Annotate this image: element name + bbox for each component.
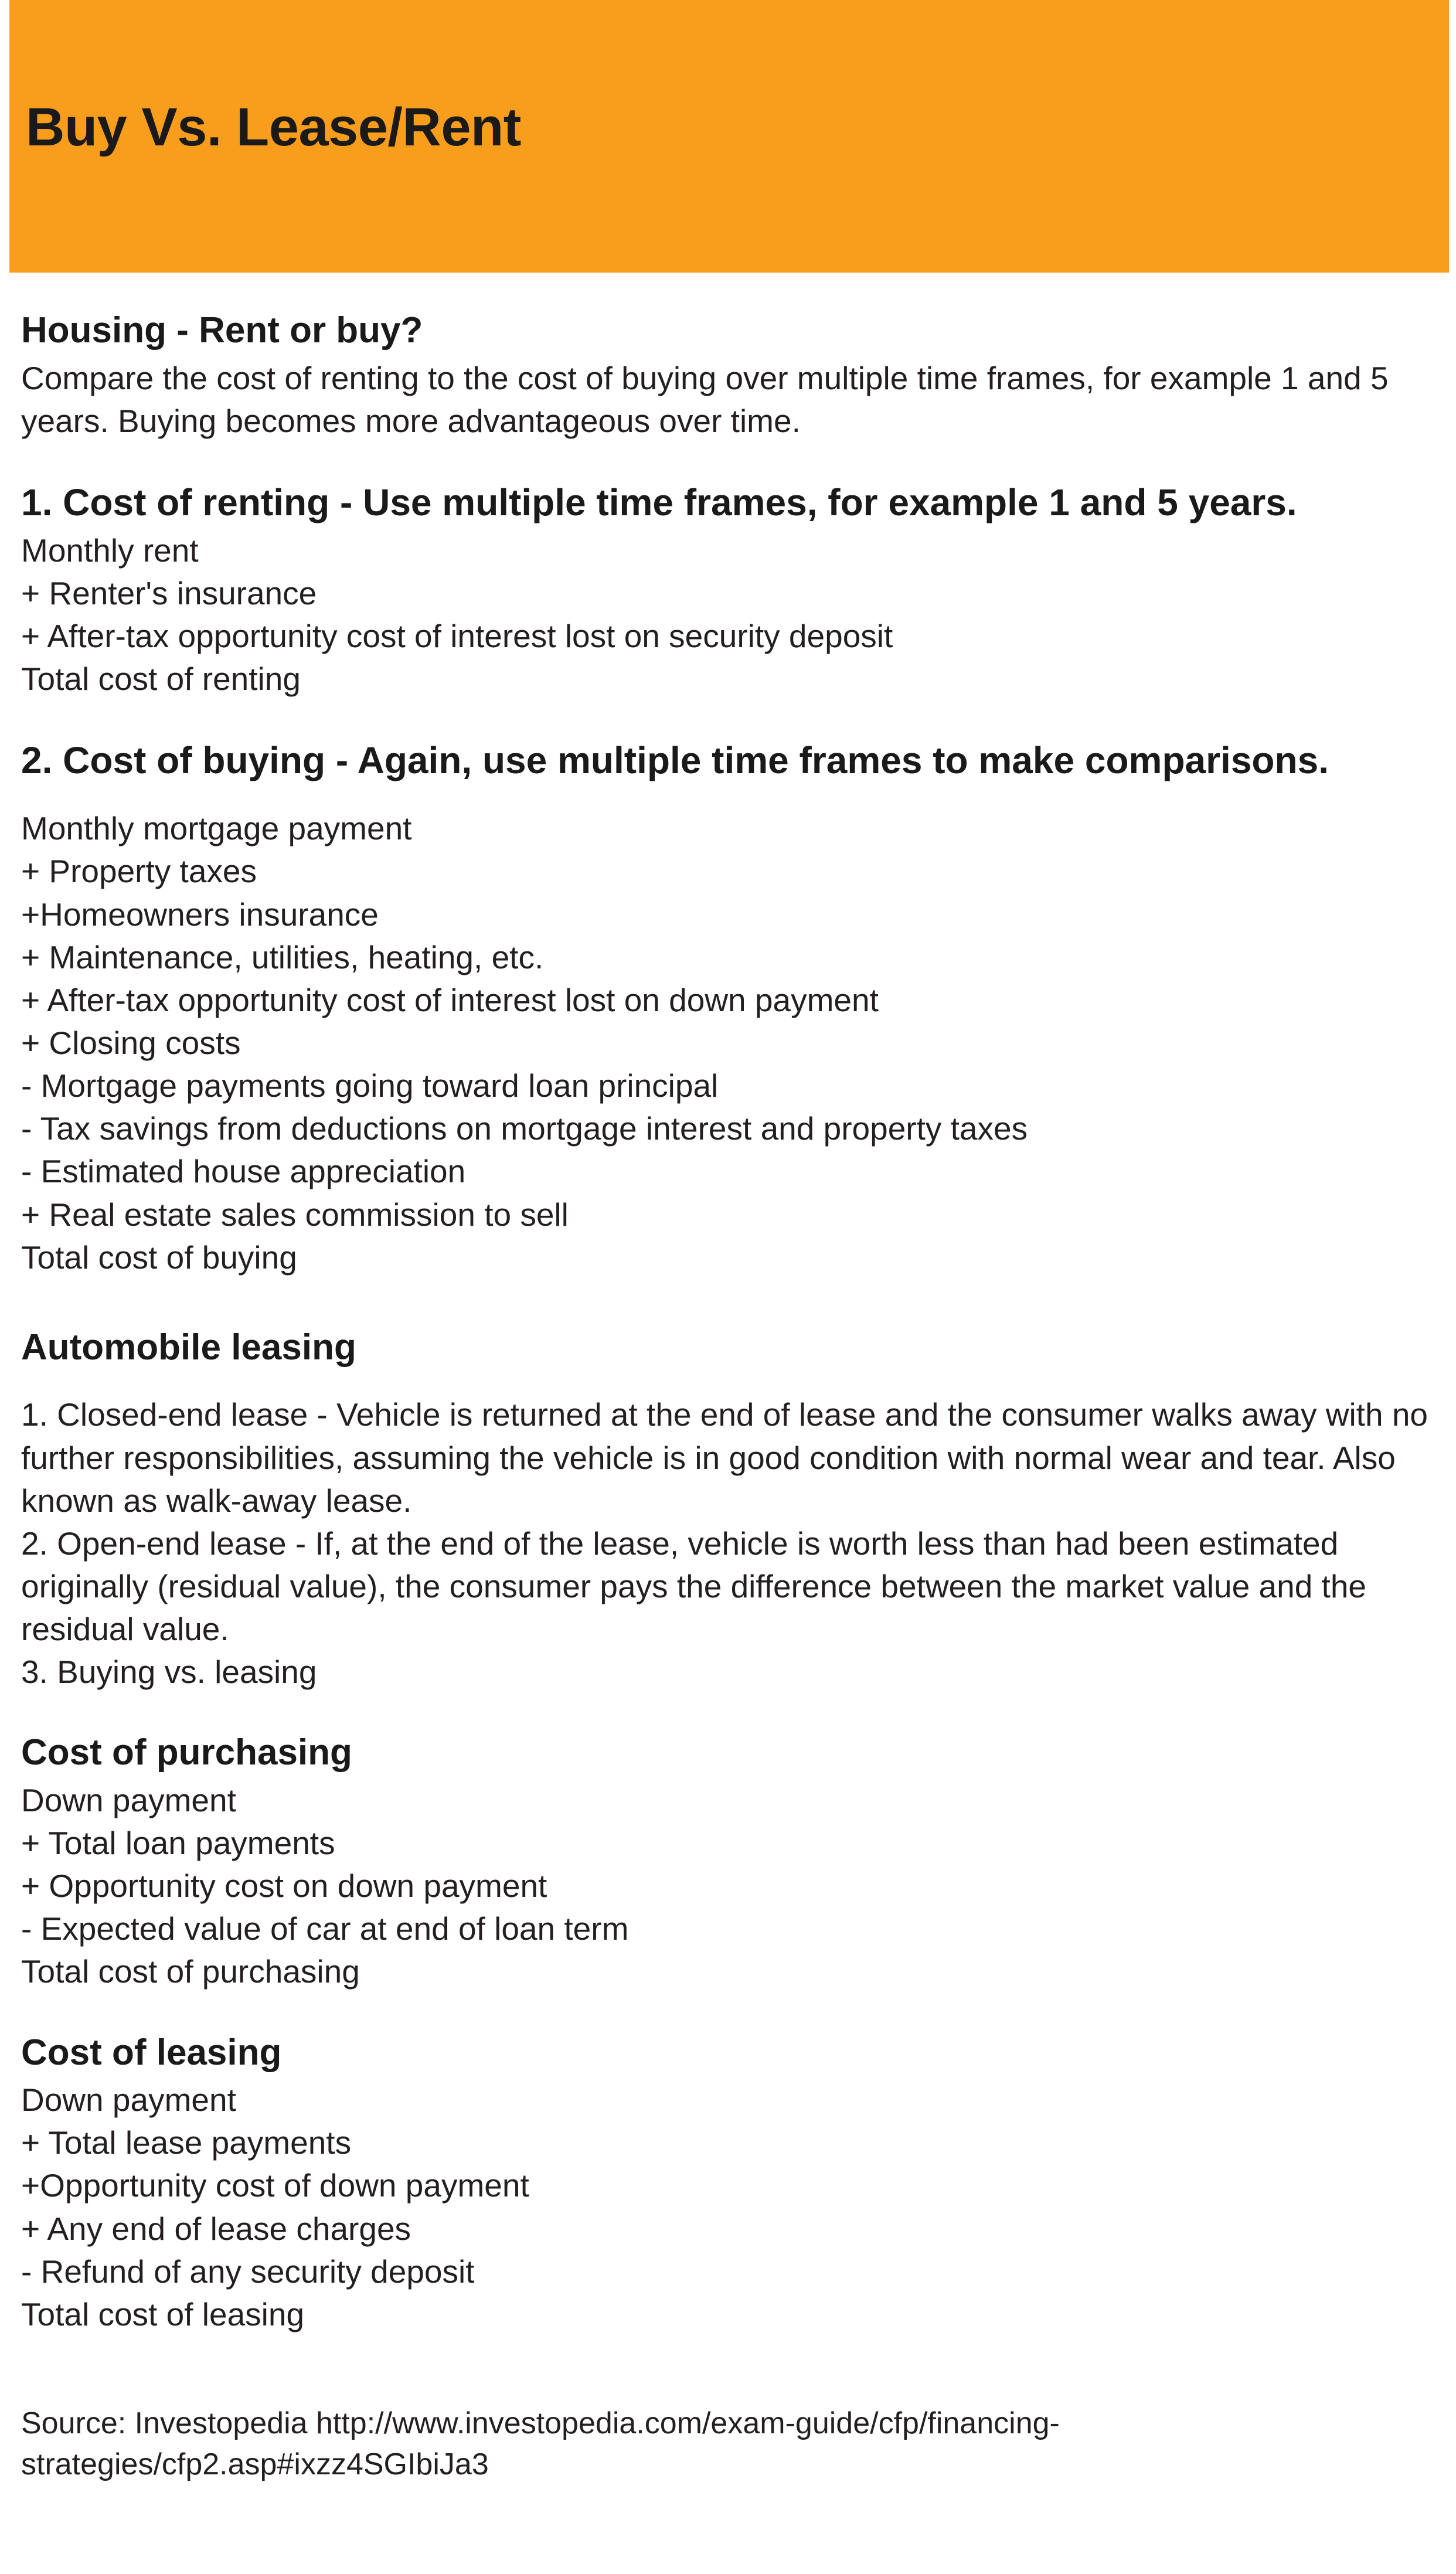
housing-heading: Housing - Rent or buy?	[21, 310, 423, 351]
spacer	[21, 1994, 1433, 2030]
list-item: Total cost of buying	[21, 1239, 297, 1276]
list-item: - Estimated house appreciation	[21, 1153, 466, 1190]
list-item: Down payment	[21, 1781, 236, 1818]
automobile-leasing-heading: Automobile leasing	[21, 1327, 356, 1368]
list-item: Total cost of leasing	[21, 2296, 305, 2332]
list-item: + Maintenance, utilities, heating, etc.	[21, 939, 544, 975]
buying-vs-leasing-item: 3. Buying vs. leasing	[21, 1654, 317, 1691]
list-item: + Total loan payments	[21, 1825, 335, 1862]
list-item: Monthly mortgage payment	[21, 810, 412, 847]
page-title: Buy Vs. Lease/Rent	[26, 97, 521, 157]
spacer	[21, 2336, 1433, 2372]
list-item: + Any end of lease charges	[21, 2210, 411, 2247]
list-item: - Mortgage payments going toward loan principal	[21, 1067, 719, 1104]
closed-end-lease-item: 1. Closed-end lease - Vehicle is returned at the end of lease and the consumer walks away with no further responsibilities, assuming the vehicle is in good condition with normal wear and tear. Also known as walk-away lease.	[21, 1396, 1428, 1519]
housing-intro: Compare the cost of renting to the cost of buying over multiple time frames, for example 1 and 5 years. Buying becomes more advantageous over time.	[21, 359, 1389, 439]
cost-of-leasing-list	[21, 2079, 1433, 2336]
list-item: + After-tax opportunity cost of interest lost on down payment	[21, 981, 879, 1018]
cost-of-buying-list	[21, 807, 1433, 1279]
cost-of-buying-heading: 2. Cost of buying - Again, use multiple time frames to make comparisons.	[21, 739, 1329, 782]
list-item: - Refund of any security deposit	[21, 2253, 475, 2290]
cost-of-purchasing-heading: Cost of purchasing	[21, 1732, 352, 1773]
list-item: + Total lease payments	[21, 2124, 352, 2161]
spacer	[21, 443, 1433, 479]
title-banner	[9, 0, 1449, 273]
open-end-lease-item: 2. Open-end lease - If, at the end of the lease, vehicle is worth less than had been estimated originally (residual value), the consumer pays the difference between the market value and the residual value.	[21, 1525, 1367, 1648]
spacer	[21, 1694, 1433, 1730]
spacer	[21, 701, 1433, 737]
spacer	[21, 2515, 1433, 2551]
list-item: + Real estate sales commission to sell	[21, 1196, 569, 1233]
cost-of-renting-list	[21, 529, 1433, 701]
list-item: +Homeowners insurance	[21, 896, 379, 933]
spacer	[21, 1373, 1433, 1393]
spacer	[21, 1279, 1433, 1325]
list-item: + Property taxes	[21, 853, 257, 890]
list-item: Down payment	[21, 2082, 236, 2119]
list-item: - Tax savings from deductions on mortgage interest and property taxes	[21, 1110, 1028, 1147]
cost-of-leasing-heading: Cost of leasing	[21, 2032, 282, 2073]
list-item: - Expected value of car at end of loan term	[21, 1910, 629, 1947]
cost-of-purchasing-list	[21, 1779, 1433, 1994]
document-body	[9, 273, 1456, 2574]
list-item: +Opportunity cost of down payment	[21, 2167, 529, 2204]
list-item: + After-tax opportunity cost of interest lost on security deposit	[21, 618, 893, 655]
list-item: Monthly rent	[21, 532, 199, 569]
spacer	[21, 787, 1433, 807]
cost-of-renting-heading: 1. Cost of renting - Use multiple time frames, for example 1 and 5 years.	[21, 481, 1297, 523]
list-item: + Opportunity cost on down payment	[21, 1868, 547, 1905]
list-item: + Renter's insurance	[21, 574, 317, 611]
list-item: + Closing costs	[21, 1025, 241, 1062]
list-item: Total cost of purchasing	[21, 1953, 360, 1990]
source-citation: Source: Investopedia http://www.investopedia.com/exam-guide/cfp/financing-strategies/cfp2.asp#ixzz4SGIbiJa3	[21, 2406, 1060, 2482]
list-item: Total cost of renting	[21, 661, 301, 698]
